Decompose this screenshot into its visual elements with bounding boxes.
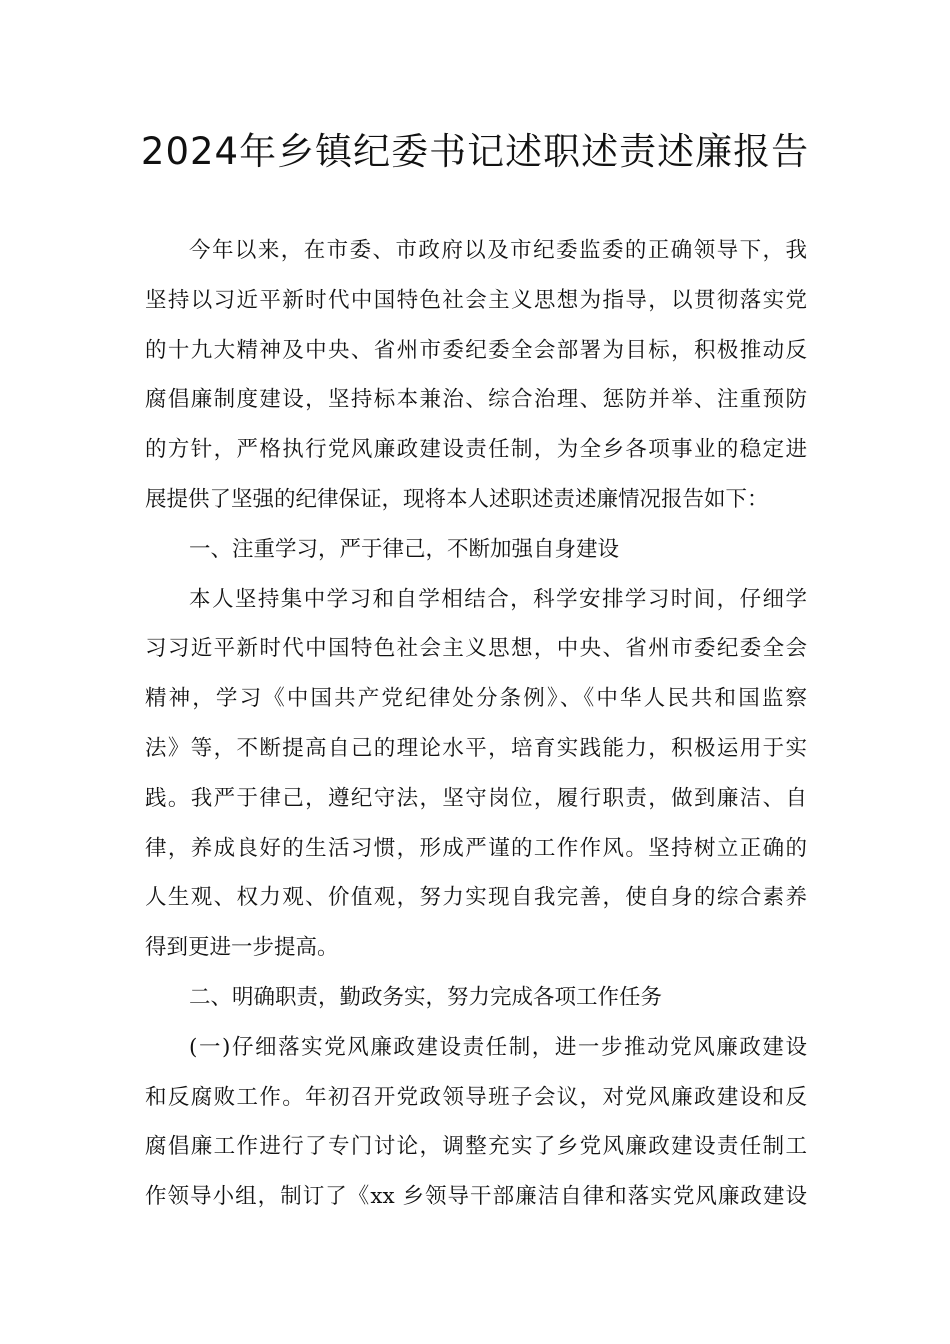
paragraph-line: 本人坚持集中学习和自学相结合，科学安排学习时间，仔细学	[189, 586, 807, 612]
paragraph-line: 腐倡廉工作进行了专门讨论，调整充实了乡党风廉政建设责任制工	[145, 1134, 807, 1160]
paragraph-line: (一)仔细落实党风廉政建设责任制，进一步推动党风廉政建设	[189, 1034, 807, 1060]
paragraph-line: 习习近平新时代中国特色社会主义思想，中央、省州市委纪委全会	[145, 636, 807, 662]
paragraph-line: 律，养成良好的生活习惯，形成严谨的工作作风。坚持树立正确的	[145, 835, 807, 861]
section-heading: 二、明确职责，勤政务实，努力完成各项工作任务	[189, 984, 663, 1010]
paragraph-line: 今年以来，在市委、市政府以及市纪委监委的正确领导下，我	[189, 238, 807, 263]
paragraph-line: 的十九大精神及中央、省州市委纪委全会部署为目标，积极推动反	[145, 337, 807, 363]
paragraph-line: 人生观、权力观、价值观，努力实现自我完善，使自身的综合素养	[145, 885, 807, 911]
paragraph-line: 法》等，不断提高自己的理论水平，培育实践能力，积极运用于实	[145, 735, 807, 761]
document-body	[145, 226, 807, 1222]
paragraph-line: 践。我严于律己，遵纪守法，坚守岗位，履行职责，做到廉洁、自	[145, 785, 807, 811]
document-title: 2024年乡镇纪委书记述职述责述廉报告	[140, 130, 810, 173]
paragraph-line: 精神，学习《中国共产党纪律处分条例》、《中华人民共和国监察	[145, 686, 807, 712]
paragraph-line: 展提供了坚强的纪律保证，现将本人述职述责述廉情况报告如下：	[145, 486, 769, 512]
paragraph-line: 的方针，严格执行党风廉政建设责任制，为全乡各项事业的稳定进	[145, 437, 807, 463]
paragraph-line: 腐倡廉制度建设，坚持标本兼治、综合治理、惩防并举、注重预防	[145, 387, 807, 413]
paragraph-line: 和反腐败工作。年初召开党政领导班子会议，对党风廉政建设和反	[145, 1084, 807, 1110]
paragraph-line: 得到更进一步提高。	[145, 935, 339, 961]
paragraph-line: 坚持以习近平新时代中国特色社会主义思想为指导，以贯彻落实党	[145, 287, 807, 313]
paragraph-line: 作领导小组，制订了《xx 乡领导干部廉洁自律和落实党风廉政建设	[145, 1184, 807, 1210]
section-heading: 一、注重学习，严于律己，不断加强自身建设	[189, 536, 620, 562]
